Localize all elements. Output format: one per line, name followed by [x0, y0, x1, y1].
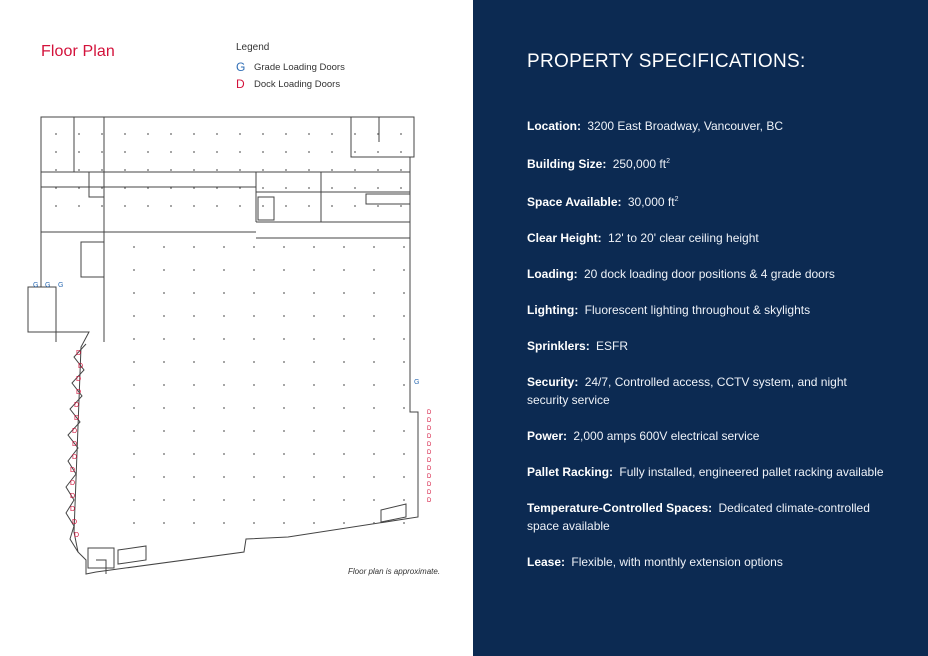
grade-door-label: G — [414, 379, 420, 386]
column-dot — [163, 499, 165, 501]
grade-door-label: G — [58, 282, 64, 289]
column-dot — [354, 151, 356, 153]
column-dot — [403, 292, 405, 294]
dock-door-label: D — [427, 426, 432, 432]
column-dot — [283, 361, 285, 363]
spec-item — [527, 553, 887, 571]
column-dot — [163, 476, 165, 478]
column-dot — [193, 430, 195, 432]
column-dot — [283, 499, 285, 501]
column-dot — [262, 151, 264, 153]
column-dot — [373, 315, 375, 317]
column-dot — [223, 315, 225, 317]
building-outline — [28, 117, 418, 574]
dock-door-label: D — [70, 467, 76, 474]
column-dot — [239, 151, 241, 153]
column-dot — [400, 187, 402, 189]
dock-door-label: D — [427, 458, 432, 464]
column-dot — [308, 187, 310, 189]
column-dot — [262, 187, 264, 189]
column-dot — [262, 169, 264, 171]
column-dot — [403, 269, 405, 271]
column-dot — [124, 133, 126, 135]
column-dot — [147, 151, 149, 153]
column-dot — [163, 315, 165, 317]
column-dot — [170, 133, 172, 135]
specifications-list — [527, 117, 887, 589]
column-dot — [354, 187, 356, 189]
column-dot — [133, 384, 135, 386]
dock-door-label: D — [70, 493, 76, 500]
floor-plan-note: Floor plan is approximate. — [348, 567, 441, 576]
column-dot — [253, 476, 255, 478]
spec-label: Location: — [527, 119, 581, 133]
column-dot — [170, 169, 172, 171]
column-dot — [283, 453, 285, 455]
dock-door-label: D — [427, 410, 432, 416]
column-dot — [163, 361, 165, 363]
column-dot — [193, 476, 195, 478]
column-dot — [133, 407, 135, 409]
dock-door-label: D — [76, 376, 82, 383]
column-dot — [313, 246, 315, 248]
column-dot — [147, 133, 149, 135]
column-dot — [313, 430, 315, 432]
column-dot — [283, 476, 285, 478]
column-dot — [163, 338, 165, 340]
column-dot — [55, 169, 57, 171]
dock-door-label: D — [427, 474, 432, 480]
column-dot — [283, 292, 285, 294]
column-dot — [253, 315, 255, 317]
column-dot — [55, 187, 57, 189]
column-dot — [253, 269, 255, 271]
column-dot — [313, 361, 315, 363]
column-dot — [400, 133, 402, 135]
column-dot — [343, 522, 345, 524]
column-dot — [193, 407, 195, 409]
column-dot — [101, 133, 103, 135]
column-dot — [193, 151, 195, 153]
column-dot — [223, 338, 225, 340]
column-dot — [193, 315, 195, 317]
spec-label: Lighting: — [527, 303, 579, 317]
column-dot — [55, 205, 57, 207]
spec-label: Lease: — [527, 555, 566, 569]
column-dot — [283, 522, 285, 524]
column-dot — [124, 187, 126, 189]
column-dot — [403, 453, 405, 455]
column-dot — [403, 430, 405, 432]
spec-item — [527, 153, 887, 173]
column-dot — [253, 292, 255, 294]
column-dot — [403, 407, 405, 409]
column-dot — [170, 205, 172, 207]
column-dot — [101, 205, 103, 207]
column-dot — [283, 338, 285, 340]
column-dot — [239, 169, 241, 171]
spec-superscript: 2 — [666, 158, 670, 165]
legend-item-dock — [236, 77, 340, 91]
spec-label: Sprinklers: — [527, 339, 590, 353]
dock-door-label: D — [72, 519, 78, 526]
column-dot — [313, 338, 315, 340]
column-dot — [101, 187, 103, 189]
spec-value: 24/7, Controlled access, CCTV system, and night security service — [527, 375, 847, 407]
column-dot — [331, 187, 333, 189]
spec-item — [527, 265, 887, 283]
column-dot — [253, 522, 255, 524]
column-dot — [400, 205, 402, 207]
column-dot — [223, 246, 225, 248]
column-dot — [253, 430, 255, 432]
dock-door-label: D — [427, 450, 432, 456]
column-dot — [400, 169, 402, 171]
dock-door-label: D — [78, 363, 84, 370]
column-dot — [253, 384, 255, 386]
floor-plan-title: Floor Plan — [41, 43, 115, 60]
column-dot — [223, 269, 225, 271]
column-dot — [373, 292, 375, 294]
column-dot — [403, 246, 405, 248]
column-dot — [124, 205, 126, 207]
column-dot — [133, 246, 135, 248]
spec-superscript: 2 — [674, 196, 679, 203]
column-dot — [373, 407, 375, 409]
column-dot — [193, 499, 195, 501]
column-dot — [253, 407, 255, 409]
column-dot — [373, 384, 375, 386]
column-dot — [343, 430, 345, 432]
column-dot — [163, 384, 165, 386]
dock-door-label: D — [74, 415, 80, 422]
column-dot — [223, 499, 225, 501]
column-dot — [262, 205, 264, 207]
spec-label: Building Size: — [527, 157, 607, 171]
column-dot — [343, 384, 345, 386]
specifications-title: PROPERTY SPECIFICATIONS: — [527, 51, 806, 72]
column-dot — [147, 169, 149, 171]
column-dot — [373, 476, 375, 478]
column-dot — [216, 169, 218, 171]
legend-title: Legend — [236, 42, 270, 53]
spec-label: Temperature-Controlled Spaces: — [527, 501, 713, 515]
dock-door-label: D — [70, 506, 76, 513]
column-dot — [313, 499, 315, 501]
column-dot — [331, 169, 333, 171]
column-dot — [403, 522, 405, 524]
column-dot — [403, 476, 405, 478]
column-dot — [283, 246, 285, 248]
legend-item-grade — [236, 60, 345, 74]
dock-door-label: D — [76, 350, 82, 357]
column-dot — [313, 384, 315, 386]
column-dot — [170, 151, 172, 153]
column-dot — [133, 522, 135, 524]
column-dot — [193, 292, 195, 294]
column-dot — [163, 430, 165, 432]
column-dot — [283, 407, 285, 409]
column-dot — [343, 269, 345, 271]
column-dot — [223, 476, 225, 478]
column-dot — [253, 453, 255, 455]
column-dot — [223, 453, 225, 455]
column-dot — [313, 292, 315, 294]
column-dot — [373, 338, 375, 340]
dock-door-label: D — [72, 441, 78, 448]
column-dot — [400, 151, 402, 153]
column-dot — [373, 269, 375, 271]
column-dot — [313, 269, 315, 271]
column-dot — [253, 338, 255, 340]
column-dot — [239, 187, 241, 189]
dock-door-label: D — [427, 466, 432, 472]
spec-value: Flexible, with monthly extension options — [571, 555, 783, 569]
column-dot — [285, 133, 287, 135]
column-dot — [285, 205, 287, 207]
specifications-panel — [473, 0, 928, 656]
column-dot — [78, 151, 80, 153]
column-dot — [343, 476, 345, 478]
dock-door-label: D — [72, 428, 78, 435]
dock-door-label: D — [74, 532, 80, 539]
spec-label: Clear Height: — [527, 231, 602, 245]
column-dot — [124, 169, 126, 171]
column-dot — [239, 205, 241, 207]
column-dot — [262, 133, 264, 135]
spec-item — [527, 427, 887, 445]
column-dot — [55, 151, 57, 153]
column-dot — [55, 133, 57, 135]
column-dot — [216, 151, 218, 153]
column-dot — [147, 205, 149, 207]
column-dot — [193, 269, 195, 271]
column-dot — [133, 430, 135, 432]
dock-door-label: D — [72, 454, 78, 461]
spec-value: 2,000 amps 600V electrical service — [573, 429, 760, 443]
column-dot — [193, 338, 195, 340]
column-dot — [193, 522, 195, 524]
column-dot — [343, 407, 345, 409]
column-dot — [78, 187, 80, 189]
spec-value: 12' to 20' clear ceiling height — [608, 231, 759, 245]
column-dot — [343, 499, 345, 501]
column-dot — [403, 384, 405, 386]
column-dot — [193, 133, 195, 135]
column-dot — [373, 522, 375, 524]
column-dot — [253, 499, 255, 501]
dock-door-label: D — [427, 434, 432, 440]
column-dot — [223, 522, 225, 524]
grade-door-icon: G — [236, 60, 246, 74]
spec-item — [527, 117, 887, 135]
column-dot — [331, 205, 333, 207]
column-dot — [223, 430, 225, 432]
column-dot — [216, 133, 218, 135]
column-dot — [343, 453, 345, 455]
spec-label: Space Available: — [527, 195, 622, 209]
column-dot — [163, 522, 165, 524]
column-dot — [308, 205, 310, 207]
column-dot — [133, 476, 135, 478]
floor-plan-drawing — [26, 112, 446, 582]
spec-item — [527, 373, 887, 409]
column-dot — [223, 361, 225, 363]
column-dot — [285, 187, 287, 189]
column-dot — [403, 361, 405, 363]
column-dot — [78, 169, 80, 171]
column-dot — [163, 292, 165, 294]
column-dot — [78, 205, 80, 207]
column-dot — [331, 133, 333, 135]
column-dot — [193, 361, 195, 363]
spec-item — [527, 463, 887, 481]
column-dot — [403, 338, 405, 340]
column-dot — [343, 315, 345, 317]
spec-label: Security: — [527, 375, 579, 389]
column-dot — [313, 407, 315, 409]
column-dot — [216, 187, 218, 189]
column-dot — [193, 384, 195, 386]
spec-item — [527, 337, 887, 355]
column-dot — [377, 133, 379, 135]
column-dot — [193, 453, 195, 455]
column-dot — [354, 205, 356, 207]
column-dot — [283, 269, 285, 271]
column-dot — [283, 315, 285, 317]
column-dot — [377, 187, 379, 189]
spec-label: Pallet Racking: — [527, 465, 614, 479]
column-dot — [193, 205, 195, 207]
column-dot — [163, 269, 165, 271]
column-dot — [343, 338, 345, 340]
dock-door-label: D — [427, 482, 432, 488]
column-dot — [403, 315, 405, 317]
column-dot — [373, 246, 375, 248]
spec-item — [527, 191, 887, 211]
column-dot — [354, 169, 356, 171]
column-dot — [163, 453, 165, 455]
column-dot — [373, 453, 375, 455]
column-dot — [193, 187, 195, 189]
column-dot — [343, 292, 345, 294]
spec-value: 20 dock loading door positions & 4 grade doors — [584, 267, 835, 281]
column-dot — [133, 453, 135, 455]
column-dot — [308, 169, 310, 171]
column-dot — [133, 338, 135, 340]
column-dot — [239, 133, 241, 135]
spec-value: Fully installed, engineered pallet racking available — [619, 465, 884, 479]
column-dot — [313, 476, 315, 478]
column-dot — [133, 315, 135, 317]
dock-door-label: D — [70, 480, 76, 487]
column-dot — [133, 292, 135, 294]
legend-label-dock: Dock Loading Doors — [254, 78, 341, 90]
dock-door-label: D — [427, 418, 432, 424]
column-dot — [78, 133, 80, 135]
column-dot — [101, 169, 103, 171]
spec-item — [527, 229, 887, 247]
legend-label-grade: Grade Loading Doors — [254, 61, 345, 73]
column-dot — [343, 246, 345, 248]
column-dot — [313, 522, 315, 524]
spec-value: 3200 East Broadway, Vancouver, BC — [587, 119, 784, 133]
column-dot — [373, 361, 375, 363]
spec-label: Loading: — [527, 267, 578, 281]
spec-value: Dedicated climate-controlled space available — [527, 501, 870, 533]
column-dot — [373, 430, 375, 432]
grade-door-label: G — [45, 282, 51, 289]
spec-value: 30,000 ft — [627, 195, 675, 209]
column-dot — [223, 292, 225, 294]
dock-door-icon: D — [236, 77, 245, 91]
column-dot — [283, 430, 285, 432]
dock-door-label: D — [427, 442, 432, 448]
column-dot — [223, 384, 225, 386]
spec-item — [527, 499, 887, 535]
grade-door-label: G — [33, 282, 39, 289]
column-dot — [285, 151, 287, 153]
column-dot — [377, 151, 379, 153]
column-dot — [343, 361, 345, 363]
column-dot — [133, 361, 135, 363]
column-dot — [308, 151, 310, 153]
column-dot — [331, 151, 333, 153]
column-dot — [285, 169, 287, 171]
column-dot — [308, 133, 310, 135]
column-dot — [193, 169, 195, 171]
column-dot — [163, 407, 165, 409]
column-dot — [253, 246, 255, 248]
column-dot — [354, 133, 356, 135]
column-dot — [313, 315, 315, 317]
column-dot — [216, 205, 218, 207]
column-dot — [101, 151, 103, 153]
column-dot — [124, 151, 126, 153]
column-dot — [313, 453, 315, 455]
spec-label: Power: — [527, 429, 568, 443]
column-dot — [377, 169, 379, 171]
column-dot — [147, 187, 149, 189]
column-dot — [223, 407, 225, 409]
column-dot — [283, 384, 285, 386]
dock-door-label: D — [427, 490, 432, 496]
column-dot — [373, 499, 375, 501]
column-dot — [170, 187, 172, 189]
column-dot — [377, 205, 379, 207]
dock-door-label: D — [74, 402, 80, 409]
column-dot — [193, 246, 195, 248]
dock-door-label: D — [76, 389, 82, 396]
column-dot — [133, 269, 135, 271]
dock-door-label: D — [427, 498, 432, 504]
column-dot — [163, 246, 165, 248]
column-dot — [133, 499, 135, 501]
spec-value: ESFR — [596, 339, 629, 353]
spec-value: Fluorescent lighting throughout & skylights — [584, 303, 811, 317]
column-dot — [253, 361, 255, 363]
column-dot — [403, 499, 405, 501]
spec-item — [527, 301, 887, 319]
spec-value: 250,000 ft — [612, 157, 667, 171]
